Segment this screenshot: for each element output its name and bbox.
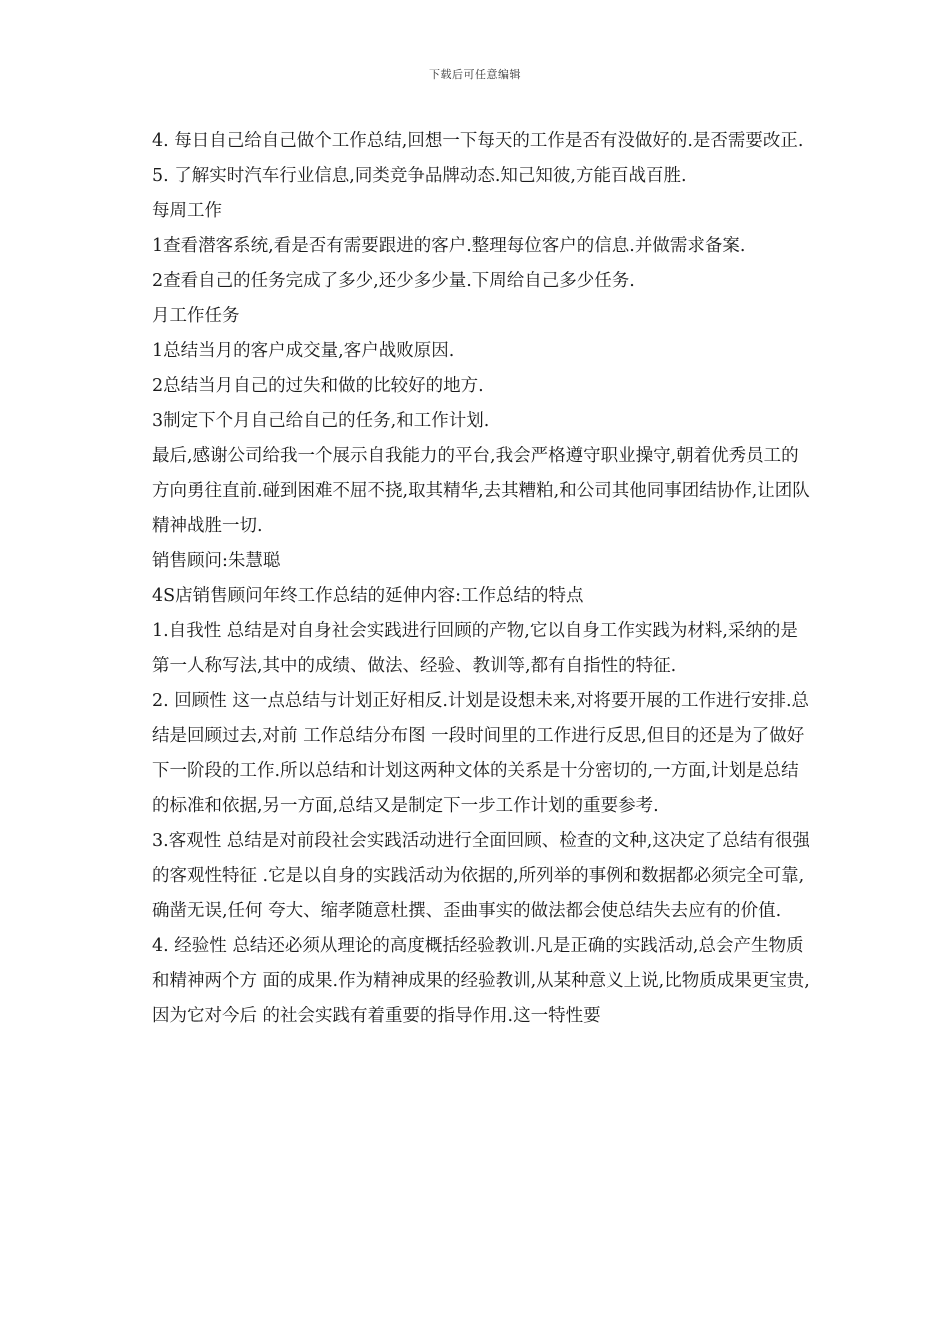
paragraph-feature-3: 3.客观性 总结是对前段社会实践活动进行全面回顾、检查的文种,这决定了总结有很强的客观性特征 .它是以自身的实践活动为依据的,所列举的事例和数据都必须完全可靠,确凿无误,任何 夸大、缩孝随意杜撰、歪曲事实的做法都会使总结失去应有的价值. bbox=[152, 831, 810, 921]
heading-monthly-tasks: 月工作任务 bbox=[152, 306, 240, 326]
signature-line: 销售顾问:朱慧聪 bbox=[152, 551, 281, 571]
paragraph-feature-2: 2. 回顾性 这一点总结与计划正好相反.计划是设想未来,对将要开展的工作进行安排.总结是回顾过去,对前 工作总结分布图 一段时间里的工作进行反思,但目的还是为了做好下一阶段的工作.所以总结和计划这两种文体的关系是十分密切的,一方面,计划是总结的标准和依据,另一方面,总结又是制定下一步工作计划的重要参考. bbox=[152, 691, 810, 816]
page-header: 下载后可任意编辑 bbox=[429, 68, 521, 81]
paragraph-monthly-3: 3制定下个月自己给自己的任务,和工作计划. bbox=[152, 411, 490, 431]
paragraph-monthly-1: 1总结当月的客户成交量,客户战败原因. bbox=[152, 341, 455, 361]
paragraph-weekly-2: 2查看自己的任务完成了多少,还少多少量.下周给自己多少任务. bbox=[152, 271, 635, 291]
heading-extension: 4S店销售顾问年终工作总结的延伸内容:工作总结的特点 bbox=[152, 586, 584, 606]
paragraph-daily-4: 4. 每日自己给自己做个工作总结,回想一下每天的工作是否有没做好的.是否需要改正. bbox=[152, 131, 804, 151]
paragraph-weekly-1: 1查看潜客系统,看是否有需要跟进的客户.整理每位客户的信息.并做需求备案. bbox=[152, 236, 746, 256]
paragraph-feature-1: 1.自我性 总结是对自身社会实践进行回顾的产物,它以自身工作实践为材料,采纳的是第一人称写法,其中的成绩、做法、经验、教训等,都有自指性的特征. bbox=[152, 621, 798, 676]
paragraph-feature-4: 4. 经验性 总结还必须从理论的高度概括经验教训.凡是正确的实践活动,总会产生物质和精神两个方 面的成果.作为精神成果的经验教训,从某种意义上说,比物质成果更宝贵,因为它对今后 的社会实践有着重要的指导作用.这一特性要 bbox=[152, 936, 810, 1026]
paragraph-closing: 最后,感谢公司给我一个展示自我能力的平台,我会严格遵守职业操守,朝着优秀员工的方向勇往直前.碰到困难不屈不挠,取其精华,去其糟粕,和公司其他同事团结协作,让团队精神战胜一切. bbox=[152, 446, 810, 536]
paragraph-monthly-2: 2总结当月自己的过失和做的比较好的地方. bbox=[152, 376, 484, 396]
paragraph-daily-5: 5. 了解实时汽车行业信息,同类竞争品牌动态.知己知彼,方能百战百胜. bbox=[152, 166, 687, 186]
heading-weekly-work: 每周工作 bbox=[152, 201, 222, 221]
document-body bbox=[146, 124, 810, 1034]
